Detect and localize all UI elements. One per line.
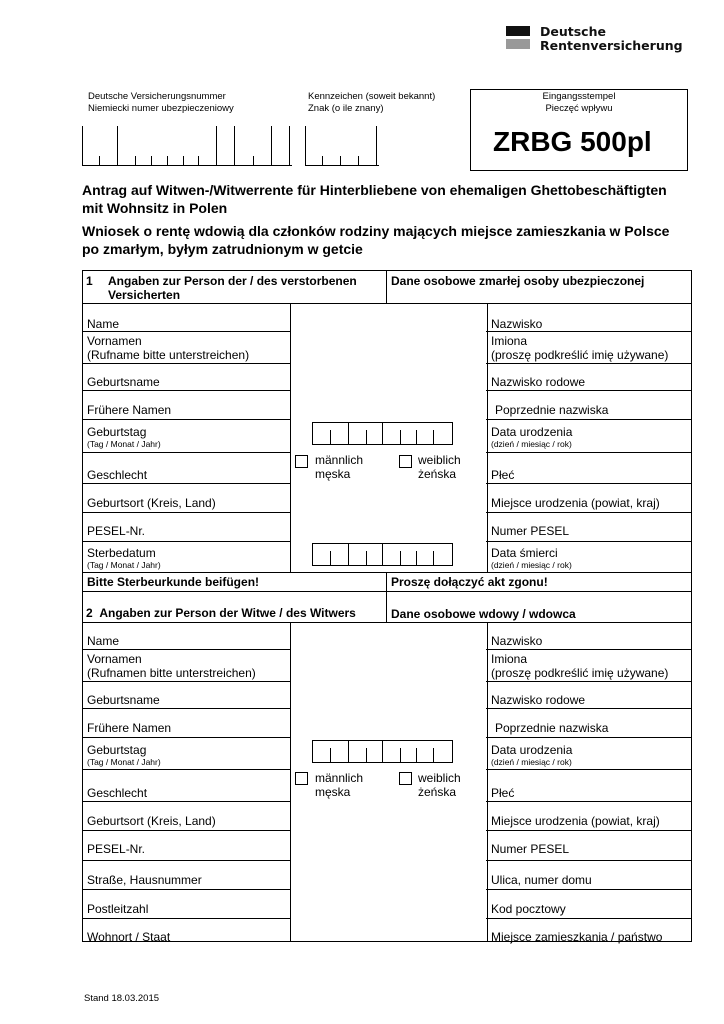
- s1-nazwisko-label: Nazwisko: [491, 317, 543, 331]
- insurance-number-field[interactable]: [82, 126, 292, 166]
- s2-birthdate-field[interactable]: [312, 740, 454, 764]
- s2-numer-pesel-label: Numer PESEL: [491, 842, 570, 856]
- insurance-number-label-de: Deutsche Versicherungsnummer: [88, 91, 226, 102]
- s2-imiona-pl2: (proszę podkreślić imię używane): [491, 666, 669, 680]
- s2-strasse-label: Straße, Hausnummer: [87, 873, 202, 887]
- reference-label: [308, 91, 435, 115]
- logo-mark-icon: [506, 26, 530, 50]
- section2-heading-pl: Dane osobowe wdowy / wdowca: [391, 607, 576, 621]
- s2-geburtstag-label: [87, 743, 161, 767]
- s2-weiblich: weiblich: [418, 771, 461, 785]
- s1-name-label: Name: [87, 317, 120, 331]
- s2-data-urodzenia-label: [491, 743, 572, 767]
- stamp-label-pl: Pieczęć wpływu: [545, 103, 613, 114]
- s2-male-checkbox[interactable]: [295, 772, 308, 785]
- section1-number: 1: [86, 274, 93, 288]
- footer-stand: Stand 18.03.2015: [84, 993, 160, 1004]
- reference-label-de: Kennzeichen (soweit bekannt): [308, 91, 436, 102]
- title-pl-line1: Wniosek o rentę wdowią dla członków rodziny mających miejsce zamieszkania w Polsce: [82, 223, 670, 239]
- s2-data-urodzenia-pl2: (dzień / miesiąc / rok): [491, 757, 572, 767]
- s1-meska: męska: [315, 467, 351, 481]
- s1-geburtsort-label: Geburtsort (Kreis, Land): [87, 496, 216, 510]
- s1-geburtstag-de: Geburtstag: [87, 425, 147, 439]
- form-code: ZRBG 500pl: [493, 126, 652, 157]
- title-de-line1: Antrag auf Witwen-/Witwerrente für Hinterbliebene von ehemaligen Ghettobeschäftigten: [82, 182, 667, 198]
- s1-data-urodzenia-pl2: (dzień / miesiąc / rok): [491, 439, 572, 449]
- s1-imiona-label: [491, 334, 668, 362]
- section1-heading-de: [108, 274, 357, 302]
- s2-kod-pocztowy-label: Kod pocztowy: [491, 902, 566, 916]
- s2-miejsce-zamieszkania-label: Miejsce zamieszkania / państwo: [491, 930, 663, 944]
- section2-heading-de: [86, 606, 356, 620]
- section2-heading-de-text: Angaben zur Person der Witwe / des Witwers: [99, 606, 356, 620]
- s1-pesel-label: PESEL-Nr.: [87, 524, 146, 538]
- s1-akt-zgonu-note: Proszę dołączyć akt zgonu!: [391, 575, 548, 589]
- s1-deathdate-field[interactable]: [312, 543, 454, 567]
- s2-miejsce-urodzenia-label: Miejsce urodzenia (powiat, kraj): [491, 814, 660, 828]
- s2-maennlich: männlich: [315, 771, 364, 785]
- s1-numer-pesel-label: Numer PESEL: [491, 524, 570, 538]
- title-de-line2: mit Wohnsitz in Polen: [82, 200, 228, 216]
- s1-plec-label: Płeć: [491, 468, 515, 482]
- s1-sterbedatum-de2: (Tag / Monat / Jahr): [87, 560, 161, 570]
- logo-line1: Deutsche: [540, 24, 606, 39]
- s1-sterbedatum-label: [87, 546, 161, 570]
- s2-geburtsname-label: Geburtsname: [87, 693, 160, 707]
- s1-maennlich: männlich: [315, 453, 364, 467]
- s1-poprzednie-label: Poprzednie nazwiska: [495, 403, 609, 417]
- s1-zenska: żeńska: [418, 467, 457, 481]
- s1-weiblich: weiblich: [418, 453, 461, 467]
- s2-vornamen-de: Vornamen: [87, 652, 142, 666]
- s1-imiona-pl: Imiona: [491, 334, 528, 348]
- title-pl-line2: po zmarłym, byłym zatrudnionym w getcie: [82, 241, 363, 257]
- s1-geburtstag-label: [87, 425, 161, 449]
- reference-field[interactable]: [305, 126, 379, 166]
- s2-nazwisko-label: Nazwisko: [491, 634, 543, 648]
- section2-number: 2: [86, 606, 93, 620]
- s2-fruehere-label: Frühere Namen: [87, 721, 172, 735]
- s2-meska: męska: [315, 785, 351, 799]
- s2-zenska: żeńska: [418, 785, 457, 799]
- s2-geburtsort-label: Geburtsort (Kreis, Land): [87, 814, 216, 828]
- s2-wohnort-label: Wohnort / Staat: [87, 930, 171, 944]
- s2-plz-label: Postleitzahl: [87, 902, 149, 916]
- title-de: [82, 181, 667, 217]
- s2-female-label: [418, 771, 461, 799]
- s2-geburtstag-de2: (Tag / Monat / Jahr): [87, 757, 161, 767]
- section1-heading-de-1: Angaben zur Person der / des verstorbenen: [108, 274, 357, 288]
- section1-heading-de-2: Versicherten: [108, 288, 181, 302]
- insurance-number-label-pl: Niemiecki numer ubezpieczeniowy: [88, 103, 234, 114]
- s1-female-label: [418, 453, 461, 481]
- s2-ulica-label: Ulica, numer domu: [491, 873, 592, 887]
- s2-geburtstag-de: Geburtstag: [87, 743, 147, 757]
- s1-geschlecht-label: Geschlecht: [87, 468, 148, 482]
- s1-male-label: [315, 453, 363, 481]
- s1-fruehere-label: Frühere Namen: [87, 403, 172, 417]
- s2-plec-label: Płeć: [491, 786, 515, 800]
- s1-sterbedatum-de: Sterbedatum: [87, 546, 156, 560]
- s2-vornamen-de2: (Rufnamen bitte unterstreichen): [87, 666, 256, 680]
- logo-line2: Rentenversicherung: [540, 38, 683, 53]
- insurance-number-label: [88, 91, 234, 115]
- s1-data-urodzenia-label: [491, 425, 572, 449]
- s2-pesel-label: PESEL-Nr.: [87, 842, 146, 856]
- s1-vornamen-label: [87, 334, 249, 362]
- s2-nazwisko-rodowe-label: Nazwisko rodowe: [491, 693, 586, 707]
- s1-sterbeurkunde-note: Bitte Sterbeurkunde beifügen!: [87, 575, 260, 589]
- s1-miejsce-urodzenia-label: Miejsce urodzenia (powiat, kraj): [491, 496, 660, 510]
- receipt-stamp-box: [470, 89, 688, 171]
- s1-data-smierci-label: [491, 546, 572, 570]
- s1-vornamen-de: Vornamen: [87, 334, 142, 348]
- s1-data-urodzenia-pl: Data urodzenia: [491, 425, 573, 439]
- s2-data-urodzenia-pl: Data urodzenia: [491, 743, 573, 757]
- s2-poprzednie-label: Poprzednie nazwiska: [495, 721, 609, 735]
- s2-vornamen-label: [87, 652, 256, 680]
- s2-imiona-label: [491, 652, 668, 680]
- s2-name-label: Name: [87, 634, 120, 648]
- s2-female-checkbox[interactable]: [399, 772, 412, 785]
- s1-vornamen-de2: (Rufname bitte unterstreichen): [87, 348, 250, 362]
- s1-data-smierci-pl2: (dzień / miesiąc / rok): [491, 560, 572, 570]
- s1-male-checkbox[interactable]: [295, 455, 308, 468]
- section1-heading-pl: Dane osobowe zmarłej osoby ubezpieczonej: [391, 274, 645, 288]
- s1-imiona-pl2: (proszę podkreślić imię używane): [491, 348, 669, 362]
- s1-geburtstag-de2: (Tag / Monat / Jahr): [87, 439, 161, 449]
- s1-geburtsname-label: Geburtsname: [87, 375, 160, 389]
- s2-male-label: [315, 771, 363, 799]
- s2-geschlecht-label: Geschlecht: [87, 786, 148, 800]
- title-pl: [82, 222, 669, 258]
- s1-birthdate-field[interactable]: [312, 422, 454, 446]
- reference-label-pl: Znak (o ile znany): [308, 103, 384, 114]
- s1-female-checkbox[interactable]: [399, 455, 412, 468]
- s1-nazwisko-rodowe-label: Nazwisko rodowe: [491, 375, 586, 389]
- s1-data-smierci-pl: Data śmierci: [491, 546, 558, 560]
- s2-imiona-pl: Imiona: [491, 652, 528, 666]
- stamp-label-de: Eingangsstempel: [542, 91, 616, 102]
